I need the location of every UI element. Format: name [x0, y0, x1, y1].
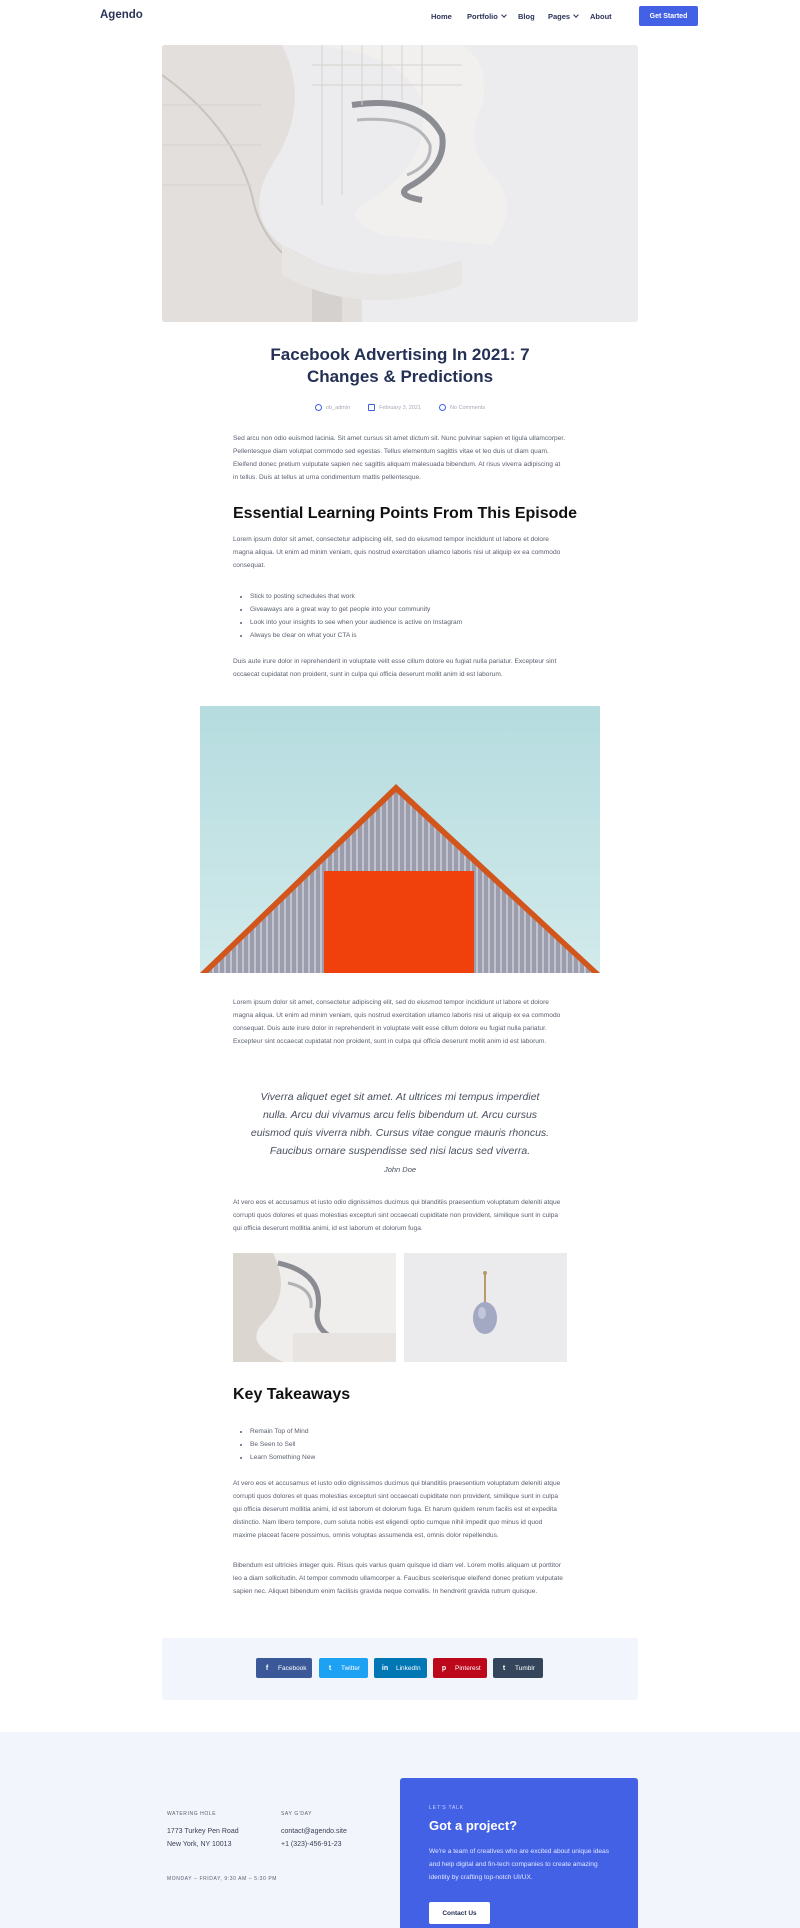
chevron-down-icon: [573, 12, 579, 18]
share-tumblr-label: Tumblr: [515, 1664, 535, 1672]
share-linkedin-button[interactable]: [374, 1658, 427, 1678]
share-facebook-label: Facebook: [278, 1664, 307, 1672]
roof-illustration: [200, 706, 600, 973]
share-tumblr-button[interactable]: [493, 1658, 543, 1678]
key-takeaways-list: [250, 1425, 315, 1464]
quote-author: John Doe: [383, 1165, 417, 1174]
nav-blog[interactable]: Blog: [518, 12, 535, 21]
blockquote: Viverra aliquet eget sit amet. At ultrices mi tempus imperdiet nulla. Arcu dui vivamus arcu felis bibendum ut. Arcu cursus euismod quis viverra nibh. Cursus vitae congue mauris rhoncus. Faucibus ornare suspendisse sed nisi lacus sed viverra.: [250, 1091, 550, 1157]
project-label: LET'S TALK: [429, 1805, 464, 1811]
twitter-icon: t: [328, 1664, 332, 1672]
list-item: • Always be clear on what your CTA is: [250, 629, 462, 642]
meta-comments[interactable]: [439, 404, 485, 411]
chevron-down-icon: [501, 12, 507, 18]
calendar-icon: [368, 404, 375, 411]
paragraph: Duis aute irure dolor in reprehenderit in voluptate velit esse cillum dolore eu fugiat nulla pariatur. Excepteur sint occaecat cupidatat non proident, sunt in culpa qui officia deserunt mollit anim id est laborum.: [233, 658, 557, 678]
section-heading-learning-points: Essential Learning Points From This Episode: [233, 505, 578, 522]
pendant-thumbnail: [404, 1253, 567, 1362]
tumblr-icon: t: [502, 1664, 506, 1672]
linkedin-icon: in: [381, 1664, 389, 1672]
business-hours: MONDAY – FRIDAY, 9:30 AM – 5:30 PM: [167, 1876, 278, 1882]
project-title: Got a project?: [429, 1818, 518, 1833]
say-gday-label: SAY G'DAY: [281, 1811, 313, 1817]
meta-date[interactable]: [368, 404, 421, 411]
list-item: • Be Seen to Sell: [250, 1438, 315, 1451]
meta-comments-text: No Comments: [449, 404, 486, 411]
nav-pages-label: Pages: [548, 12, 571, 21]
paragraph: Lorem ipsum dolor sit amet, consectetur adipiscing elit, sed do eiusmod tempor incididunt ut labore et dolore magna aliqua. Ut enim ad minim veniam, quis nostrud exercitation ullamco laboris nisi ut aliquip ex ea commodo consequat.: [233, 536, 561, 569]
intro-paragraph: Sed arcu non odio euismod lacinia. Sit amet cursus sit amet dictum sit. Nunc pulvinar sapien et ligula ullamcorper. Pellentesque diam volutpat commodo sed egestas. Tellus elementum sagittis vitae et leo duis ut diam quam. Eleifend donec pretium vulputate sapien nec sagittis aliquam malesuada bibendum. At risus viverra adipiscing at in tellus. Duis at tellus at urna condimentum mattis pellentesque.: [233, 435, 566, 481]
gallery-image-object[interactable]: [404, 1253, 567, 1362]
user-icon: [315, 404, 322, 411]
section-heading-key-takeaways: Key Takeaways: [233, 1386, 351, 1403]
project-description: We're a team of creatives who are excited about unique ideas and help digital and fin-tech companies to create amazing identity by crafting top-notch UI/UX.: [429, 1848, 610, 1881]
post-title: Facebook Advertising In 2021: 7 Changes & Predictions: [270, 345, 530, 386]
list-item: • Giveaways are a great way to get people into your community: [250, 603, 462, 616]
hero-image: [162, 45, 638, 322]
nav-home[interactable]: Home: [431, 12, 452, 21]
share-facebook-button[interactable]: [256, 1658, 312, 1678]
share-twitter-button[interactable]: [319, 1658, 368, 1678]
list-item: • Learn Something New: [250, 1451, 315, 1464]
nav-about[interactable]: About: [590, 12, 612, 21]
meta-author[interactable]: [315, 404, 350, 411]
architecture-thumbnail: [233, 1253, 396, 1362]
share-bar: [162, 1638, 638, 1700]
architecture-illustration: [162, 45, 638, 322]
share-pinterest-label: Pinterest: [455, 1664, 481, 1672]
paragraph: Bibendum est ultricies integer quis. Risus quis varius quam quisque id diam vel. Lorem mollis aliquam ut porttitor leo a diam sollicitudin. At tempor commodo ullamcorper a. Faucibus scelerisque eleifend donec pretium vulputate sapien nec. Aliquet bibendum enim facilisis gravida neque convallis. In hendrerit gravida rutrum quisque.: [233, 1562, 563, 1595]
site-header: [0, 0, 800, 34]
post-meta: [0, 404, 800, 411]
get-started-button[interactable]: Get Started: [639, 6, 698, 26]
paragraph: Lorem ipsum dolor sit amet, consectetur adipiscing elit, sed do eiusmod tempor incididunt ut labore et dolore magna aliqua. Ut enim ad minim veniam, quis nostrud exercitation ullamco laboris nisi ut aliquip ex ea commodo consequat. Duis aute irure dolor in reprehenderit in voluptate velit esse cillum dolore eu fugiat nulla pariatur. Excepteur sint occaecat cupidatat non proident, sunt in culpa qui officia deserunt mollit anim id est laborum.: [233, 999, 561, 1045]
site-logo[interactable]: Agendo: [100, 9, 143, 21]
list-item: • Remain Top of Mind: [250, 1425, 315, 1438]
paragraph: At vero eos et accusamus et iusto odio dignissimos ducimus qui blanditiis praesentium voluptatum deleniti atque corrupti quos dolores et quas molestias excepturi sint occaecati cupiditate non provident, similique sunt in culpa qui officia deserunt mollitia animi, id est laborum et dolorum fuga.: [233, 1199, 561, 1232]
learning-points-list: [250, 590, 462, 642]
meta-author-text: ob_admin: [325, 404, 351, 411]
share-pinterest-button[interactable]: [433, 1658, 487, 1678]
share-linkedin-label: LinkedIn: [396, 1664, 421, 1672]
nav-pages[interactable]: [548, 12, 578, 21]
address-line-1: 1773 Turkey Pen Road: [167, 1828, 239, 1835]
contact-phone[interactable]: +1 (323)-456-91-23: [281, 1841, 342, 1848]
address-line-2: New York, NY 10013: [167, 1841, 232, 1848]
pinterest-icon: p: [441, 1664, 447, 1672]
meta-date-text: February 3, 2021: [379, 404, 421, 411]
contact-email[interactable]: contact@agendo.site: [281, 1828, 347, 1835]
facebook-icon: f: [265, 1664, 269, 1672]
comment-icon: [439, 404, 446, 411]
gallery-image-architecture[interactable]: [233, 1253, 396, 1362]
watering-hole-label: WATERING HOLE: [167, 1811, 217, 1817]
paragraph: At vero eos et accusamus et iusto odio dignissimos ducimus qui blanditiis praesentium voluptatum deleniti atque corrupti quos dolores et quas molestias excepturi sint occaecati cupiditate non provident, similique sunt in culpa qui officia deserunt mollitia animi, id est laborum et dolorum fuga. Et harum quidem rerum facilis est et expedita distinctio. Nam libero tempore, cum soluta nobis est eligendi optio cumque nihil impedit quo minus id quod maxime placeat facere possimus, omnis voluptas assumenda est, omnis dolor repellendus.: [233, 1480, 561, 1539]
nav-portfolio[interactable]: [467, 12, 506, 21]
nav-portfolio-label: Portfolio: [467, 12, 498, 21]
list-item: • Stick to posting schedules that work: [250, 590, 462, 603]
project-card: [400, 1778, 638, 1928]
contact-us-button[interactable]: Contact Us: [429, 1902, 490, 1924]
share-twitter-label: Twitter: [341, 1664, 361, 1672]
roof-image: [200, 706, 600, 973]
list-item: • Look into your insights to see when your audience is active on Instagram: [250, 616, 462, 629]
